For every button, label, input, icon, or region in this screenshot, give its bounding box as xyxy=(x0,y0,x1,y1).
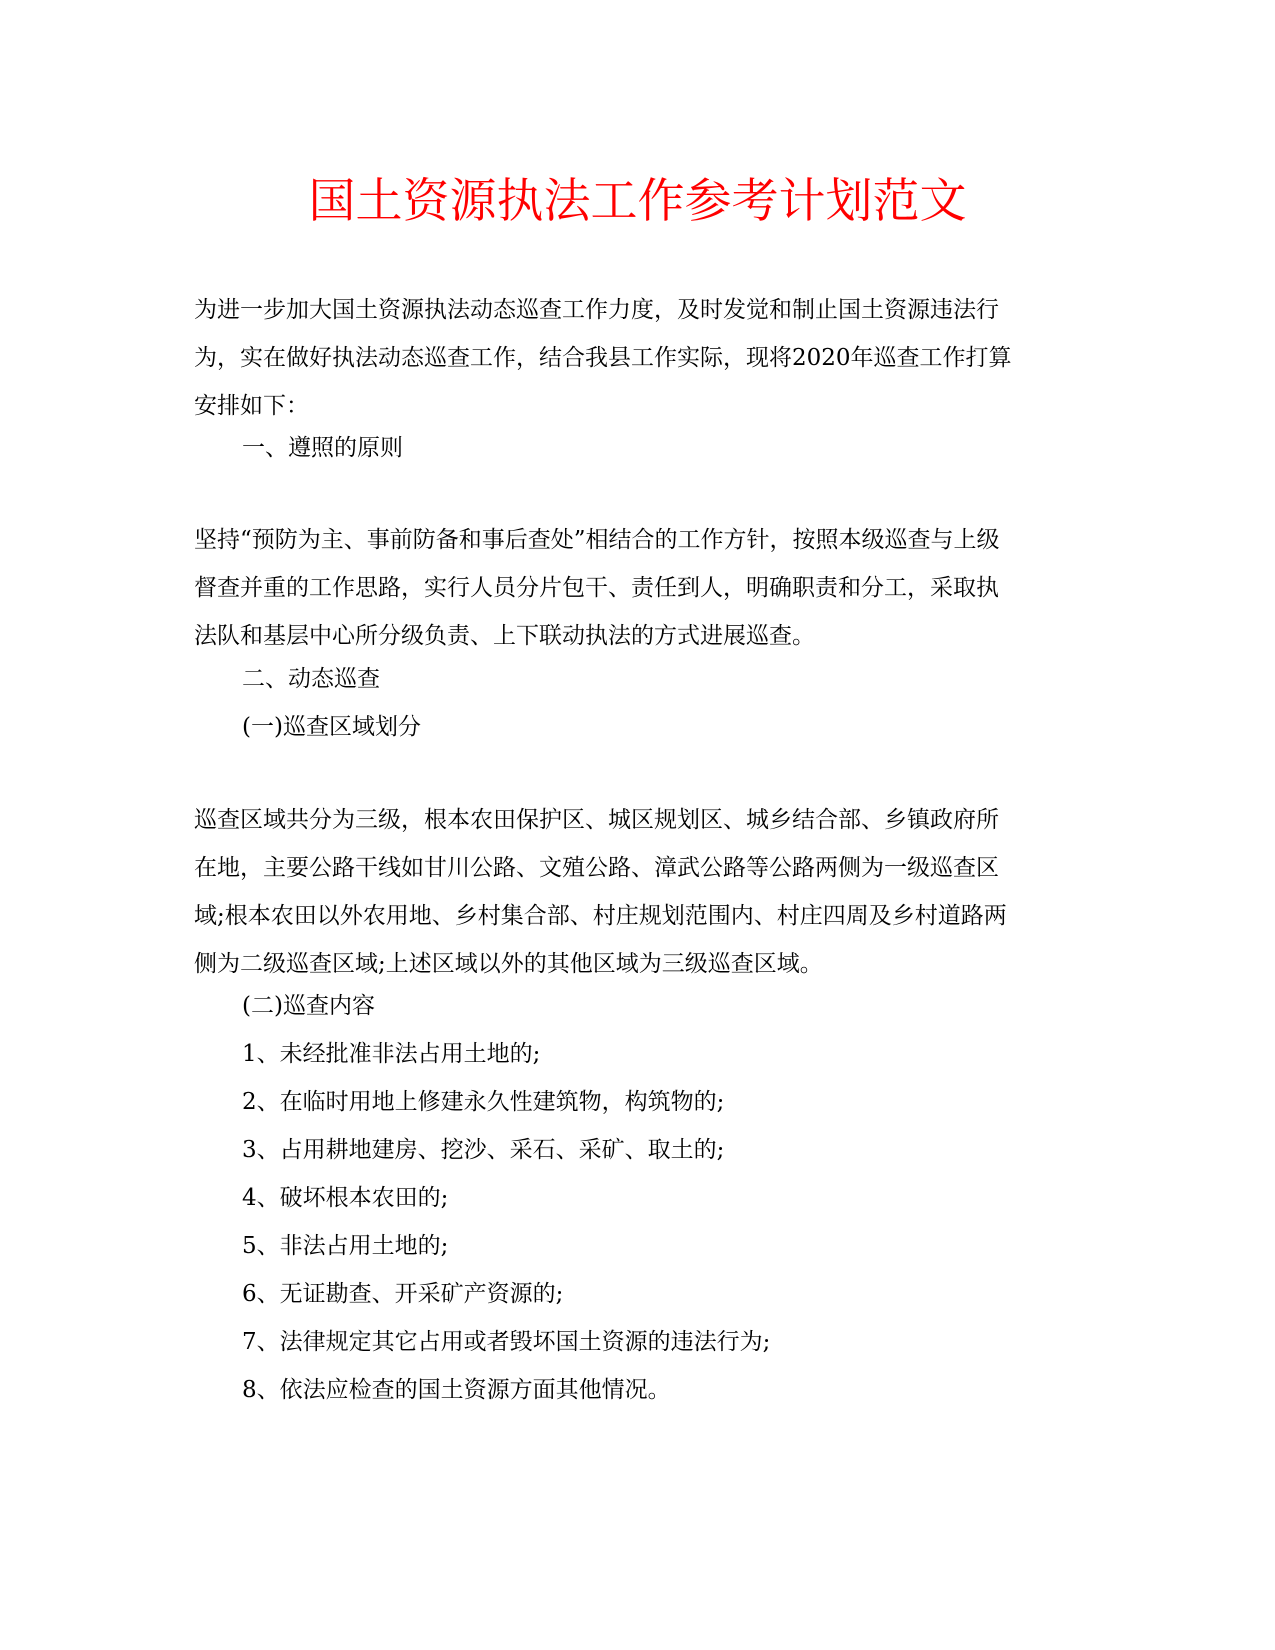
section-heading-2-wrap xyxy=(194,655,1084,751)
section-heading: 一、遵照的原则 xyxy=(242,435,403,461)
area-line: 域;根本农田以外农用地、乡村集合部、村庄规划范围内、村庄四周及乡村道路两 xyxy=(194,903,1007,929)
section-heading-1-wrap xyxy=(194,424,1084,472)
list-item: 6、无证勘查、开采矿产资源的; xyxy=(242,1281,564,1307)
document-title: 国土资源执法工作参考计划范文 xyxy=(308,174,967,229)
list-item: 2、在临时用地上修建永久性建筑物，构筑物的; xyxy=(242,1089,725,1115)
list-item: 5、非法占用土地的; xyxy=(242,1233,449,1259)
subsection-heading: (二)巡查内容 xyxy=(242,993,375,1019)
intro-line: 为进一步加大国土资源执法动态巡查工作力度，及时发觉和制止国土资源违法行 xyxy=(194,297,999,323)
principle-paragraph xyxy=(194,516,1084,660)
subsection-heading: (一)巡查区域划分 xyxy=(242,714,421,740)
intro-line: 安排如下： xyxy=(194,393,309,419)
principle-line: 督查并重的工作思路，实行人员分片包干、责任到人，明确职责和分工，采取执 xyxy=(194,575,999,601)
list-item: 7、法律规定其它占用或者毁坏国土资源的违法行为; xyxy=(242,1329,771,1355)
area-line: 在地，主要公路干线如甘川公路、文殖公路、漳武公路等公路两侧为一级巡查区 xyxy=(194,855,999,881)
list-item: 3、占用耕地建房、挖沙、采石、采矿、取土的; xyxy=(242,1137,725,1163)
intro-line: 为，实在做好执法动态巡查工作，结合我县工作实际，现将2020年巡查工作打算 xyxy=(194,345,1012,371)
inspection-content xyxy=(194,982,1084,1414)
list-item: 8、依法应检查的国土资源方面其他情况。 xyxy=(242,1377,671,1403)
area-line: 巡查区域共分为三级，根本农田保护区、城区规划区、城乡结合部、乡镇政府所 xyxy=(194,807,999,833)
principle-line: 法队和基层中心所分级负责、上下联动执法的方式进展巡查。 xyxy=(194,623,815,649)
list-item: 4、破坏根本农田的; xyxy=(242,1185,449,1211)
area-line: 侧为二级巡查区域;上述区域以外的其他区域为三级巡查区域。 xyxy=(194,951,823,977)
section-heading: 二、动态巡查 xyxy=(242,666,380,692)
intro-paragraph xyxy=(194,286,1084,430)
principle-line: 坚持“预防为主、事前防备和事后查处”相结合的工作方针，按照本级巡查与上级 xyxy=(194,527,1000,553)
area-paragraph xyxy=(194,796,1084,988)
list-item: 1、未经批准非法占用土地的; xyxy=(242,1041,541,1067)
